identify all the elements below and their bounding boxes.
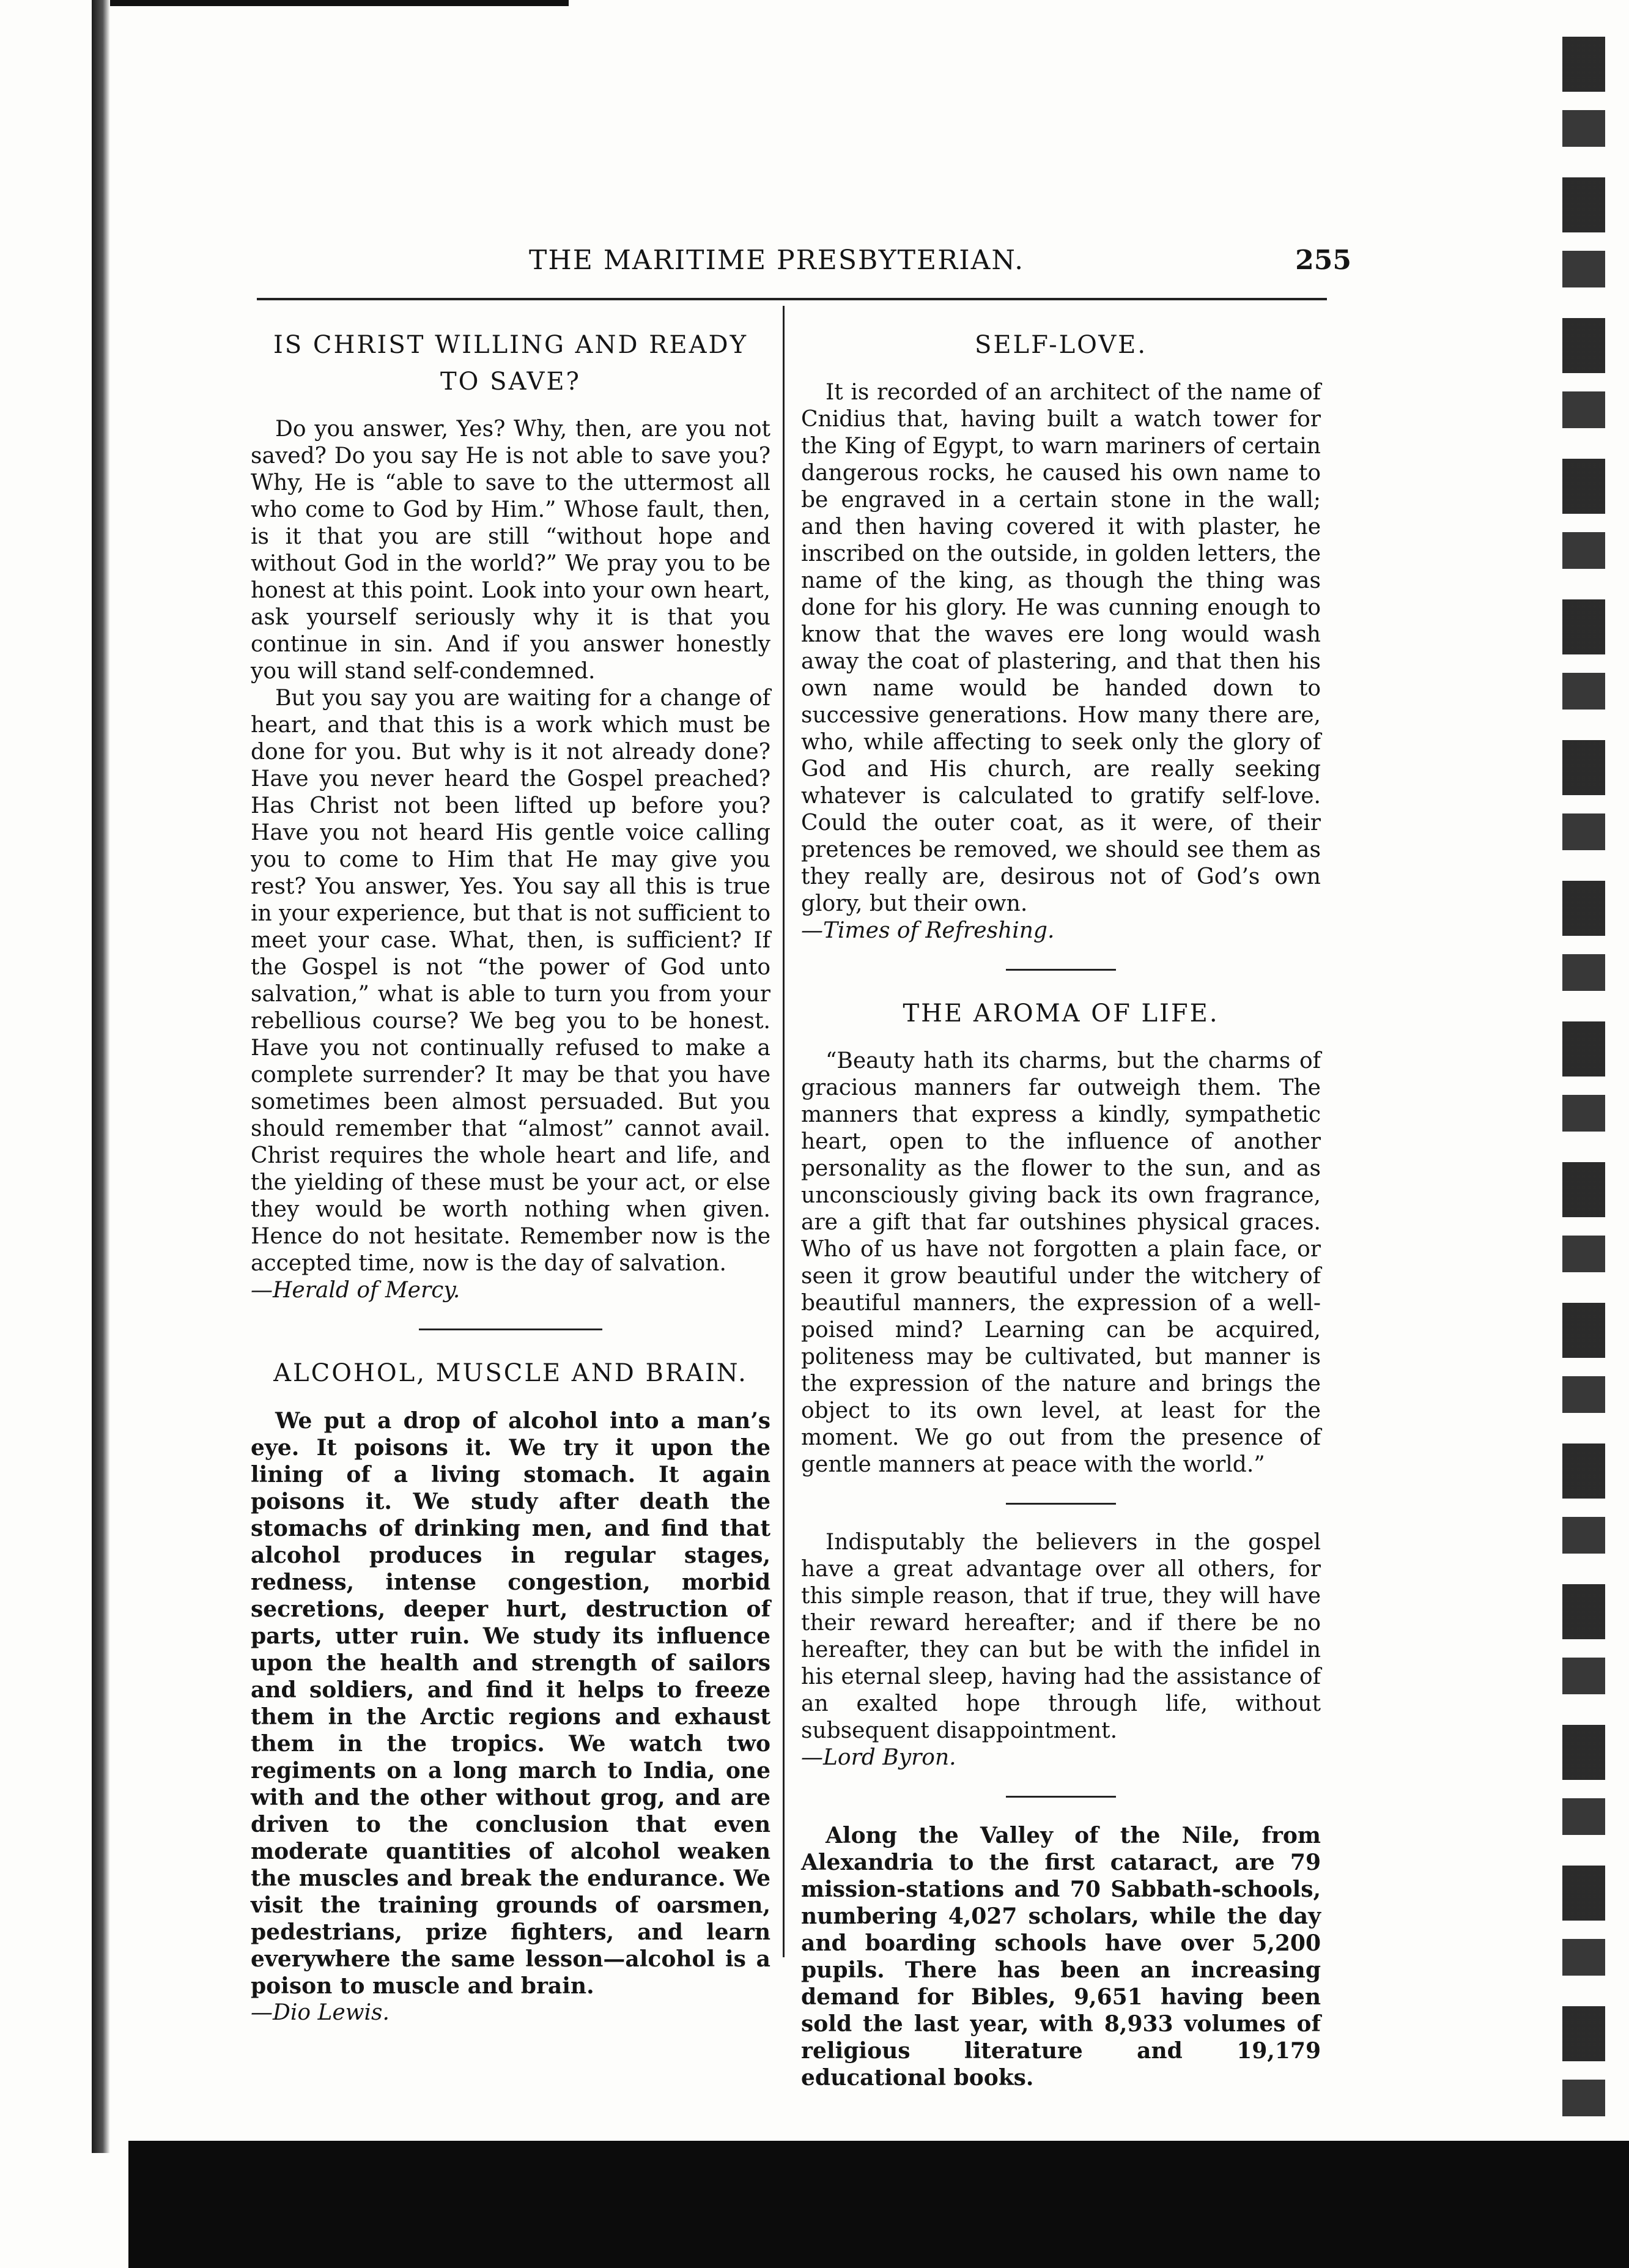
article-alcohol-muscle-brain — [251, 1355, 770, 2026]
article-is-christ-willing — [251, 327, 770, 1304]
article-aroma-of-life — [801, 995, 1321, 1478]
header-rule — [257, 298, 1327, 300]
article-title: ALCOHOL, MUSCLE AND BRAIN. — [273, 1359, 748, 1387]
article-self-love — [801, 327, 1321, 944]
article-title: THE AROMA OF LIFE. — [903, 999, 1219, 1028]
article-paragraph: But you say you are waiting for a change of heart, and that this is a work which must be done for you. But why is it not already done? Have you never heard the Gospel preached? Has Christ not been lifted up before you? Have you not heard His gentle voice calling you to come to Him that He may give you rest? You answer, Yes. You say all this is true in your experience, but that is not sufficient to meet your case. What, then, is sufficient? If the Gospel is not “the power of God unto salvation,” what is able to turn you from your rebellious course? We beg you to be honest. Have you not continually refused to make a complete surrender? It may be that you have sometimes been almost persuaded. But you should remember that “almost” cannot avail. Christ requires the whole heart and life, and the yielding of these must be your act, or else they would be worth nothing when given. Hence do not hesitate. Remember now is the accepted time, now is the day of salvation. — [251, 686, 770, 1276]
article-paragraph: “Beauty hath its charms, but the charms of gracious manners far outweigh them. The manners that express a kindly, sympathetic heart, open to the influence of another personality as the flower to the sun, and as unconsciously giving back its own fragrance, are a gift that far outshines physical graces. Who of us have not forgotten a plain face, or seen it grow beautiful under the witchery of beautiful manners, the expression of a well-poised mind? Learning can be acquired, politeness may be cultivated, but manner is the expression of the nature and brings the object to its own level, at least for the moment. We go out from the presence of gentle manners at peace with the world.” — [801, 1048, 1321, 1477]
right-column — [801, 318, 1321, 2091]
article-paragraph: It is recorded of an architect of the name of Cnidius that, having built a watch tower for the King of Egypt, to warn mariners of certain dangerous rocks, he caused his own name to be engraved in a certain stone in the wall; and then having covered it with plaster, he inscribed on the outside, in golden letters, the name of the king, as though the thing was done for his glory. He was cunning enough to know that the waves ere long would wash away the coat of plastering, and that then his own name would be handed down to successive generations. How many there are, who, while affecting to seek only the glory of God and His church, are really seeking whatever is calculated to gratify self-love. Could the outer coat, as it were, of their pretences be removed, we should see them as they really are, desirous not of God’s own glory, but their own. — [801, 380, 1321, 916]
article-credit: —Dio Lewis. — [251, 2000, 390, 2025]
section-divider — [419, 1329, 602, 1330]
article-credit: —Herald of Mercy. — [251, 1278, 460, 1303]
article-title: SELF-LOVE. — [974, 331, 1148, 359]
article-title: IS CHRIST WILLING AND READY TO SAVE? — [273, 331, 748, 396]
page-number: 255 — [1295, 245, 1351, 276]
left-column — [251, 318, 770, 2026]
running-title: THE MARITIME PRESBYTERIAN. — [529, 245, 1025, 276]
article-paragraph: Indisputably the believers in the gospel have a great advantage over all others, for this simple reason, that if true, they will have their reward hereafter; and if there be no hereafter, they can but be with the infidel in his eternal sleep, having had the assistance of an exalted hope through life, without subsequent disappointment. — [801, 1530, 1321, 1743]
scan-edge-top — [92, 0, 569, 6]
article-paragraph: Do you answer, Yes? Why, then, are you not saved? Do you say He is not able to save you? Why, He is “able to save to the uttermost all who come to God by Him.” Whose fault, then, is it that you are still “without hope and without God in the world?” We pray you to be honest at this point. Look into your own heart, ask yourself seriously why it is that you continue in sin. And if you answer honestly you will stand self-condemned. — [251, 417, 770, 684]
page-header — [257, 245, 1351, 287]
article-credit: —Lord Byron. — [801, 1745, 956, 1770]
scan-binding-shadow — [92, 0, 110, 2153]
article-paragraph: We put a drop of alcohol into a man’s eye. It poisons it. We try it upon the lining of a living stomach. It again poisons it. We study after death the stomachs of drinking men, and find that alcohol produces in regular stages, redness, intense congestion, morbid secretions, deeper hurt, destruction of parts, utter ruin. We study its influence upon the health and strength of sailors and soldiers, and find it helps to freeze them in the Arctic regions and exhaust them in the tropics. We watch two regiments on a long march to India, one with and the other without grog, and are driven to the conclusion that even moderate quantities of alcohol weaken the muscles and break the endurance. We visit the training grounds of oarsmen, pedestrians, prize fighters, and learn everywhere the same lesson—alcohol is a poison to muscle and brain. — [251, 1408, 770, 1999]
section-divider — [1006, 969, 1116, 971]
scan-edge-bottom — [128, 2141, 1629, 2268]
column-divider — [783, 306, 785, 1957]
section-divider — [1006, 1503, 1116, 1505]
scan-edge-right — [1562, 37, 1605, 2135]
article-paragraph: Along the Valley of the Nile, from Alexandria to the first cataract, are 79 mission-stations and 70 Sabbath-schools, numbering 4,027 scholars, while the day and boarding schools have over 5,200 pupils. There has been an increasing demand for Bibles, 9,651 having been sold the last year, with 8,933 volumes of religious literature and 19,179 educational books. — [801, 1823, 1321, 2091]
section-divider — [1006, 1796, 1116, 1798]
article-byron-quote — [801, 1529, 1321, 1771]
article-credit: —Times of Refreshing. — [801, 918, 1055, 943]
article-nile-missions — [801, 1822, 1321, 2091]
